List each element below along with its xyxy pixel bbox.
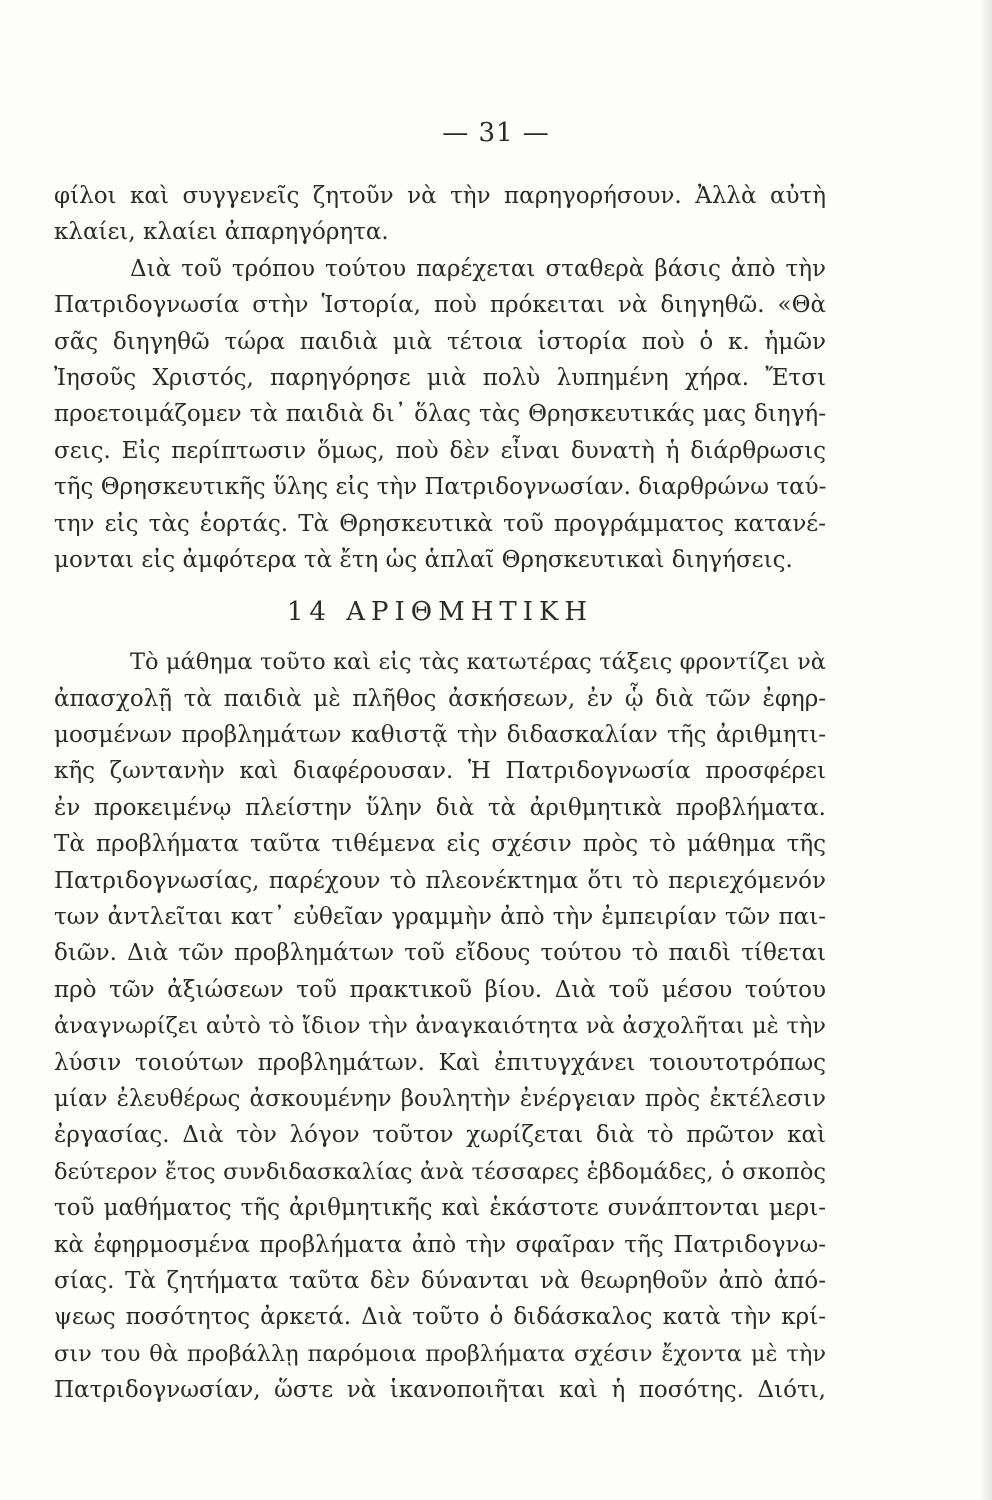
- paragraph-2: [54, 251, 826, 579]
- page-number: — 31 —: [442, 118, 550, 148]
- text-line: Τὰ προβλήματα ταῦτα τιθέμενα εἰς σχέσιν πρὸς τὸ μάθημα τῆς: [54, 831, 826, 858]
- text-line: λύσιν τοιούτων προβλημάτων. Καὶ ἐπιτυγχάνει τοιουτοτρόπως: [54, 1049, 826, 1076]
- text-line: δεύτερον ἔτος συνδιδασκαλίας ἀνὰ τέσσαρες ἑβδομάδες, ὁ σκοπὸς: [54, 1158, 826, 1185]
- text-line: σιν του θὰ προβάλλῃ παρόμοια προβλήματα σχέσιν ἔχοντα μὲ τὴν: [54, 1340, 826, 1367]
- text-line: Τὸ μάθημα τοῦτο καὶ εἰς τὰς κατωτέρας τάξεις φροντίζει νὰ: [130, 649, 826, 676]
- text-line: τοῦ μαθήματος τῆς ἀριθμητικῆς καὶ ἑκάστοτε συνάπτονται μερι-: [54, 1195, 826, 1222]
- section-heading: 14 ΑΡΙΘΜΗΤΙΚΗ: [286, 597, 594, 628]
- text-line: ψεως ποσότητος ἀρκετά. Διὰ τοῦτο ὁ διδάσκαλος κατὰ τὴν κρί-: [54, 1304, 826, 1331]
- text-line: Πατριδογνωσία στὴν Ἱστορία, ποὺ πρόκειται νὰ διηγηθῶ. «Θὰ: [54, 292, 826, 319]
- text-line: ἀναγνωρίζει αὐτὸ τὸ ἴδιον τὴν ἀναγκαιότητα νὰ ἀσχολῆται μὲ τὴν: [54, 1013, 826, 1040]
- text-line: διῶν. Διὰ τῶν προβλημάτων τοῦ εἴδους τούτου τὸ παιδὶ τίθεται: [54, 940, 826, 967]
- text-line: ἐν προκειμένῳ πλείστην ὕλην διὰ τὰ ἀριθμητικὰ προβλήματα.: [54, 794, 826, 821]
- text-line: μονται εἰς ἀμφότερα τὰ ἔτη ὡς ἁπλαῖ Θρησκευτικαὶ διηγήσεις.: [54, 546, 793, 573]
- text-line: κῆς ζωντανὴν καὶ διαφέρουσαν. Ἡ Πατριδογνωσία προσφέρει: [54, 758, 826, 785]
- text-line: σεις. Εἰς περίπτωσιν ὅμως, ποὺ δὲν εἶναι δυνατὴ ἡ διάρθρωσις: [54, 437, 826, 464]
- text-line: Πατριδογνωσίαν, ὥστε νὰ ἱκανοποιῆται καὶ ἡ ποσότης. Διότι,: [54, 1377, 826, 1404]
- text-line: κὰ ἐφηρμοσμένα προβλήματα ἀπὸ τὴν σφαῖραν τῆς Πατριδογνω-: [54, 1231, 826, 1258]
- text-line: Διὰ τοῦ τρόπου τούτου παρέχεται σταθερὰ βάσις ἀπὸ τὴν: [130, 255, 826, 282]
- text-line: μοσμένων προβλημάτων καθιστᾷ τὴν διδασκαλίαν τῆς ἀριθμητι-: [54, 722, 826, 749]
- text-line: ἐργασίας. Διὰ τὸν λόγον τοῦτον χωρίζεται διὰ τὸ πρῶτον καὶ: [54, 1122, 826, 1149]
- text-line: μίαν ἐλευθέρως ἀσκουμένην βουλητὴν ἐνέργειαν πρὸς ἐκτέλεσιν: [54, 1085, 826, 1112]
- paragraph-1: [54, 178, 826, 251]
- text-line: κλαίει, κλαίει ἀπαρηγόρητα.: [54, 219, 389, 246]
- text-line: των ἀντλεῖται κατ᾿ εὐθεῖαν γραμμὴν ἀπὸ τὴν ἐμπειρίαν τῶν παι-: [54, 904, 826, 931]
- text-line: ἀπασχολῇ τὰ παιδιὰ μὲ πλῆθος ἀσκήσεων, ἐν ᾧ διὰ τῶν ἐφηρ-: [54, 685, 826, 712]
- paragraph-3: [54, 644, 826, 1408]
- page-body: [54, 178, 826, 1409]
- text-line: Ἰησοῦς Χριστός, παρηγόρησε μιὰ πολὺ λυπημένη χήρα. Ἔτσι: [54, 364, 826, 391]
- text-line: πρὸ τῶν ἀξιώσεων τοῦ πρακτικοῦ βίου. Διὰ τοῦ μέσου τούτου: [54, 976, 826, 1003]
- text-line: προετοιμάζομεν τὰ παιδιὰ δι᾿ ὅλας τὰς Θρησκευτικάς μας διηγή-: [54, 401, 826, 428]
- page-edge-shadow: [980, 0, 992, 1500]
- text-line: τῆς Θρησκευτικῆς ὕλης εἰς τὴν Πατριδογνωσίαν. διαρθρώνω ταύ-: [54, 474, 827, 501]
- text-line: Πατριδογνωσίας, παρέχουν τὸ πλεονέκτημα ὅτι τὸ περιεχόμενόν: [54, 867, 826, 894]
- text-line: την εἰς τὰς ἑορτάς. Τὰ Θρησκευτικὰ τοῦ προγράμματος κατανέ-: [54, 510, 826, 537]
- text-line: φίλοι καὶ συγγενεῖς ζητοῦν νὰ τὴν παρηγορήσουν. Ἀλλὰ αὐτὴ: [54, 183, 826, 209]
- text-line: σᾶς διηγηθῶ τώρα παιδιὰ μιὰ τέτοια ἱστορία ποὺ ὁ κ. ἡμῶν: [54, 328, 826, 355]
- text-line: σίας. Τὰ ζητήματα ταῦτα δὲν δύνανται νὰ θεωρηθοῦν ἀπὸ ἀπό-: [54, 1267, 826, 1294]
